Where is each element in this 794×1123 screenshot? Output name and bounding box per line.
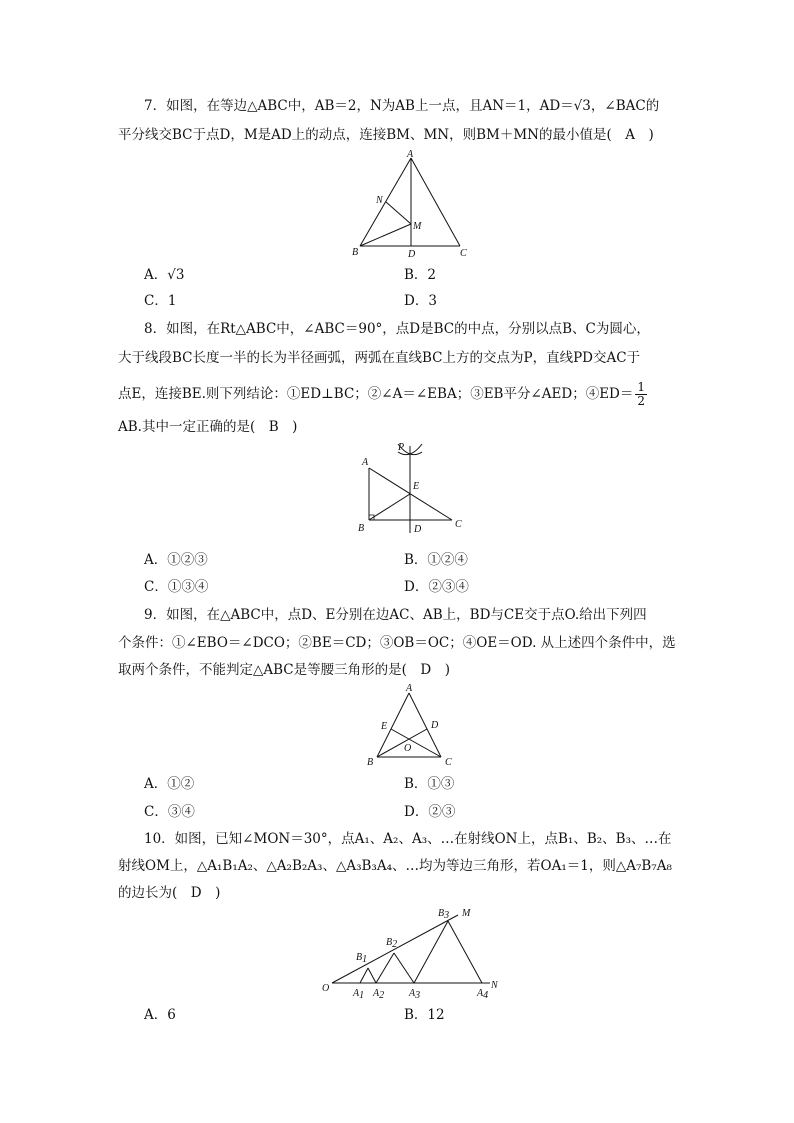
q7-label-m: M — [413, 221, 422, 232]
q8-fraction-den: 2 — [637, 394, 646, 408]
q8-fraction — [635, 381, 647, 408]
q9-label-e: E — [381, 721, 388, 732]
q7-line2: 平分线交BC于点D，M是AD上的动点，连接BM、MN，则BM＋MN的最小值是( A ) — [118, 127, 654, 143]
q10-label-b1: B1 — [356, 952, 368, 965]
q10-label-b2: B2 — [386, 937, 398, 950]
q8-label-c: C — [455, 519, 462, 530]
q10-label-n: N — [491, 980, 498, 991]
q10-figure — [318, 904, 508, 1000]
q9-option-b: B．①③ — [404, 776, 455, 792]
q9-label-o: O — [404, 743, 412, 754]
q10-line1: 10．如图，已知∠MON＝30°，点A₁、A₂、A₃、…在射线ON上，点B₁、B₂、B₃、…在 — [144, 831, 672, 847]
q10-label-a2: A2 — [373, 988, 385, 1001]
q7-label-d: D — [408, 249, 416, 260]
q8-line3 — [118, 379, 649, 409]
q7-line1: 7．如图，在等边△ABC中，AB＝2，N为AB上一点，且AN＝1，AD＝√3，∠BAC的 — [144, 98, 660, 114]
q10-label-b3: B3 — [438, 908, 450, 921]
q8-line2: 大于线段BC长度一半的长为半径画弧，两弧在直线BC上方的交点为P，直线PD交AC于 — [118, 350, 641, 366]
q9-line3: 取两个条件，不能判定△ABC是等腰三角形的是( D ) — [118, 662, 450, 678]
q10-label-a3: A3 — [409, 988, 421, 1001]
q8-option-b: B．①②④ — [404, 552, 468, 568]
q10-label-m: M — [462, 908, 471, 919]
q7-option-d: D．3 — [404, 293, 437, 309]
q8-label-p: P — [398, 442, 405, 453]
q9-label-a: A — [406, 683, 413, 694]
q10-label-a1: A1 — [353, 988, 365, 1001]
q7-option-b: B．2 — [404, 267, 437, 283]
q7-option-a: A．√3 — [144, 267, 185, 283]
q7-label-n: N — [376, 195, 383, 206]
q9-line1: 9．如图，在△ABC中，点D、E分别在边AC、AB上，BD与CE交于点O.给出下列四 — [144, 607, 647, 623]
q9-option-a: A．①② — [144, 776, 195, 792]
q10-label-a4: A4 — [477, 988, 489, 1001]
q8-fraction-num: 1 — [637, 380, 646, 394]
q8-figure — [352, 440, 472, 538]
q8-line1: 8．如图，在Rt△ABC中，∠ABC＝90°，点D是BC的中点，分别以点B、C为圆心， — [144, 321, 650, 337]
q8-option-a: A．①②③ — [144, 552, 208, 568]
q7-option-c: C．1 — [144, 293, 177, 309]
q10-label-o: O — [322, 983, 330, 994]
q7-label-b: B — [352, 247, 359, 258]
q9-line2: 个条件：①∠EBO＝∠DCO；②BE＝CD；③OB＝OC；④OE＝OD. 从上述四个条件中，选 — [118, 635, 676, 651]
q8-label-a: A — [362, 457, 369, 468]
q7-label-c: C — [460, 248, 467, 259]
q8-label-d: D — [414, 524, 422, 535]
q7-figure — [350, 148, 470, 260]
q8-line4: AB.其中一定正确的是( B ) — [118, 419, 298, 435]
q8-line3-text: 点E，连接BE.则下列结论：①ED⊥BC；②∠A＝∠EBA；③EB平分∠AED；④ED＝ — [118, 386, 634, 402]
q10-option-a: A．6 — [144, 1007, 176, 1023]
q9-option-d: D．②③ — [404, 804, 456, 820]
q8-label-b: B — [358, 523, 365, 534]
q10-line2: 射线OM上，△A₁B₁A₂、△A₂B₂A₃、△A₃B₃A₄、…均为等边三角形，若OA₁＝1，则△A₇B₇A₈ — [118, 858, 672, 874]
q9-option-c: C．③④ — [144, 804, 195, 820]
q8-option-c: C．①③④ — [144, 579, 209, 595]
q10-line3: 的边长为( D ) — [118, 885, 221, 901]
q8-option-d: D．②③④ — [404, 579, 469, 595]
q9-label-b: B — [367, 757, 374, 768]
q9-label-c: C — [445, 757, 452, 768]
q7-label-a: A — [407, 149, 414, 160]
q9-label-d: D — [431, 720, 439, 731]
q10-option-b: B．12 — [404, 1007, 445, 1023]
q8-label-e: E — [413, 481, 420, 492]
q9-figure — [362, 682, 462, 770]
